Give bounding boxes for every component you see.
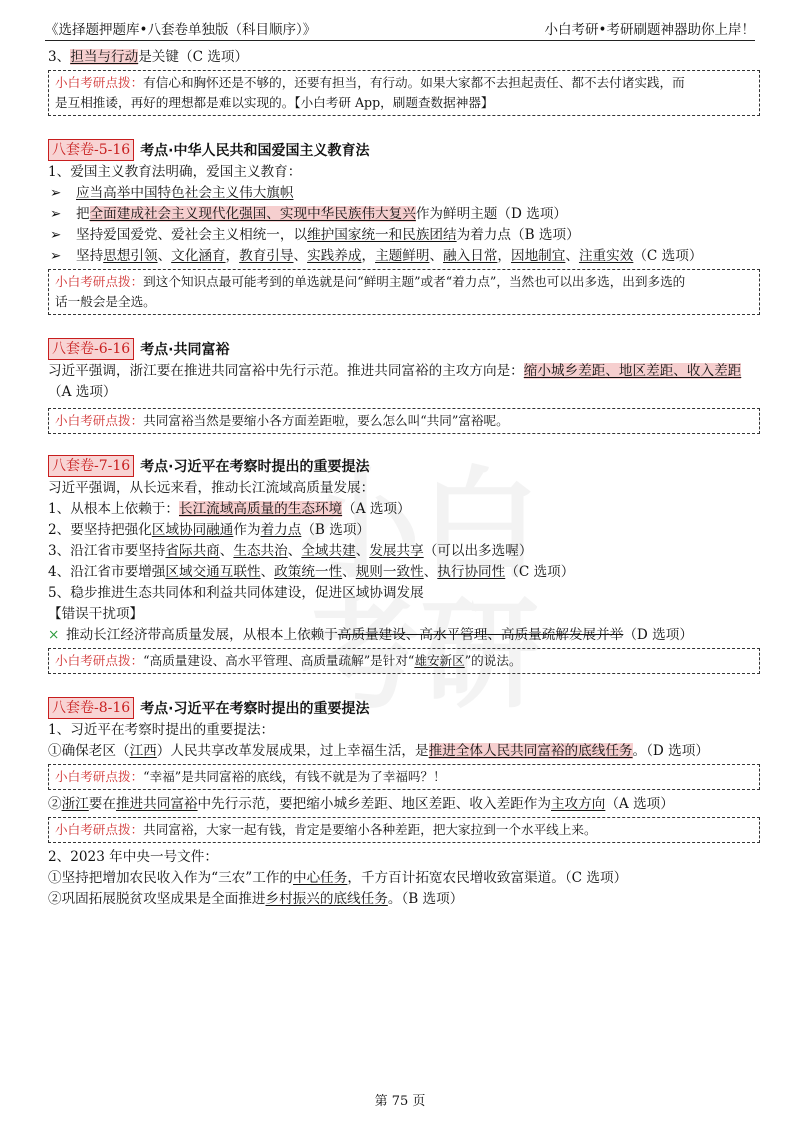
s4-note-1-box bbox=[48, 764, 760, 790]
s4-d1-post: ，千方百计拓宽农民增收致富渠道。（C 选项） bbox=[347, 870, 628, 886]
section-7-16-title: 考点·习近平在考察时提出的重要提法 bbox=[140, 459, 370, 475]
s3-intro: 习近平强调，从长远来看，推动长江流域高质量发展： bbox=[48, 480, 375, 496]
s3-item-5: 5、稳步推进生态共同体和利益共同体建设，促进区域协调发展 bbox=[48, 585, 424, 601]
section-6-16-heading bbox=[48, 337, 760, 361]
s3-item-4: 4、沿江省市要增强区域交通互联性、政策统一性、规则一致性、执行协同性（C 选项） bbox=[48, 564, 575, 580]
page-header bbox=[45, 14, 755, 41]
s1-b4-item: 思想引领 bbox=[103, 248, 158, 264]
s3-i3-item: 发展共享 bbox=[369, 543, 424, 559]
s1-b4-item: 文化涵育 bbox=[171, 248, 226, 264]
header-left-title: 《选择题押题库•八套卷单独版（科目顺序）》 bbox=[45, 22, 317, 38]
s3-item-2-pre: 2、要坚持把强化 bbox=[48, 522, 152, 538]
section-6-16-tag: 八套卷-6-16 bbox=[48, 338, 134, 360]
s2-note-box bbox=[48, 408, 760, 434]
s2-line-1-pre: 习近平强调，浙江要在推进共同富裕中先行示范。推进共同富裕的主攻方向是： bbox=[48, 363, 524, 379]
top-note-text-2: 是互相推诿，再好的理想都是难以实现的。【小白考研 App，刷题查数据神器】 bbox=[55, 95, 494, 110]
s4-note-1-text: “幸福”是共同富裕的底线，有钱不就是为了幸福吗？！ bbox=[143, 769, 446, 784]
section-8-16-title: 考点·习近平在考察时提出的重要提法 bbox=[140, 701, 370, 717]
s1-bullet-1-text: 应当高举中国特色社会主义伟大旗帜 bbox=[76, 185, 294, 201]
page-content bbox=[48, 47, 760, 910]
s4-note-2-box bbox=[48, 817, 760, 843]
s4-d2-underline: 乡村振兴的底线任务 bbox=[265, 891, 388, 907]
s1-b4-item: 因地制宜 bbox=[511, 248, 566, 264]
s1-bullet-1 bbox=[48, 183, 760, 204]
s1-note-text-1: 到这个知识点最可能考到的单选就是问“鲜明主题”或者“着力点”，当然也可以出多选，出到多选的 bbox=[143, 274, 686, 289]
s1-bullet-2-pre: 把 bbox=[76, 206, 90, 222]
s1-bullet-4-pre: 坚持 bbox=[76, 248, 104, 264]
s3-note-box bbox=[48, 648, 760, 674]
s4-claim-1 bbox=[48, 741, 760, 762]
s3-wrong-option bbox=[48, 625, 760, 646]
section-7-16-heading bbox=[48, 454, 760, 478]
s2-line-1-highlight: 缩小城乡差距、地区差距、收入差距 bbox=[523, 363, 742, 379]
s1-bullet-4-post: （C 选项） bbox=[633, 248, 703, 264]
s1-bullet-3-pre: 坚持爱国爱党、爱社会主义相统一，以 bbox=[76, 227, 308, 243]
s1-b4-item: 教育引导 bbox=[239, 248, 294, 264]
s4-note-2-text: 共同富裕，大家一起有钱，肯定是要缩小各种差距，把大家拉到一个水平线上来。 bbox=[143, 822, 597, 837]
s3-item-4-post: （C 选项） bbox=[505, 564, 575, 580]
s3-item-2-underline-1: 区域协同融通 bbox=[151, 522, 234, 538]
s3-i3-item: 省际共商 bbox=[165, 543, 220, 559]
s4-note-1-label: 小白考研点拨： bbox=[55, 769, 144, 784]
s2-note-text: 共同富裕当然是要缩小各方面差距啦，要么怎么叫“共同”富裕呢。 bbox=[143, 413, 509, 428]
s3-item-4-pre: 4、沿江省市要增强 bbox=[48, 564, 166, 580]
s3-item-2-underline-2: 着力点 bbox=[260, 522, 302, 538]
section-8-16-tag: 八套卷-8-16 bbox=[48, 697, 134, 719]
s4-note-2-label: 小白考研点拨： bbox=[55, 822, 144, 837]
s3-i4-item: 政策统一性 bbox=[274, 564, 343, 580]
s1-b4-item: 主题鲜明 bbox=[375, 248, 430, 264]
s4-doc-title: 2、2023 年中央一号文件： bbox=[48, 849, 218, 865]
s4-d2-post: 。（B 选项） bbox=[387, 891, 464, 907]
s1-note-box bbox=[48, 269, 760, 315]
s1-bullet-3-underline: 维护国家统一和民族团结 bbox=[307, 227, 457, 243]
s3-item-2 bbox=[48, 520, 760, 541]
s3-wrong-post: （D 选项） bbox=[623, 627, 693, 643]
s1-bullet-2-highlight: 全面建成社会主义现代化强国、实现中华民族伟大复兴 bbox=[89, 206, 416, 222]
s3-item-2-mid: 作为 bbox=[233, 522, 261, 538]
s2-note-label: 小白考研点拨： bbox=[55, 413, 144, 428]
page-number: 第 75 页 bbox=[374, 1094, 426, 1109]
s1-b4-item: 实践养成 bbox=[307, 248, 362, 264]
s3-note-underline: 雄安新区 bbox=[414, 653, 465, 668]
s1-b4-item: 融入日常 bbox=[443, 248, 498, 264]
s3-item-3: 3、沿江省市要坚持省际共商、生态共治、全域共建、发展共享（可以出多选喔） bbox=[48, 543, 533, 559]
s3-i3-item: 全域共建 bbox=[301, 543, 356, 559]
s3-item-3-post: （可以出多选喔） bbox=[423, 543, 533, 559]
section-6-16-title: 考点·共同富裕 bbox=[140, 342, 230, 358]
s4-claim-2 bbox=[48, 794, 760, 815]
s4-c1-underline: 江西 bbox=[129, 743, 157, 759]
section-8-16-heading bbox=[48, 696, 760, 720]
s4-doc-item-1 bbox=[48, 868, 760, 889]
s1-bullet-2 bbox=[48, 204, 760, 225]
s1-bullet-4: ➢ 坚持思想引领、文化涵育，教育引导、实践养成，主题鲜明、融入日常，因地制宜、注重实效（C 选项） bbox=[48, 246, 760, 267]
s4-c1-post: 。（D 选项） bbox=[632, 743, 709, 759]
top-item-3 bbox=[48, 47, 760, 68]
section-5-16-title: 考点·中华人民共和国爱国主义教育法 bbox=[140, 143, 370, 159]
s3-note-label: 小白考研点拨： bbox=[55, 653, 144, 668]
s4-d1-underline: 中心任务 bbox=[293, 870, 348, 886]
s3-wrong-strike: 高质量建设、高水平管理、高质量疏解发展并举 bbox=[337, 627, 624, 643]
s3-note-pre: “高质量建设、高水平管理、高质量疏解”是针对“ bbox=[143, 653, 415, 668]
s3-item-1 bbox=[48, 499, 760, 520]
s4-c2-mid-2: 中先行示范，要把缩小城乡差距、地区差距、收入差距作为 bbox=[197, 796, 551, 812]
s4-intro: 1、习近平在考察时提出的重要提法： bbox=[48, 722, 275, 738]
arrow-bullet-icon: ➢ bbox=[50, 248, 62, 264]
s3-note-post: ”的说法。 bbox=[464, 653, 522, 668]
s4-doc-item-2 bbox=[48, 889, 760, 910]
s4-d1-pre: ①坚持把增加农民收入作为“三农”工作的 bbox=[48, 870, 293, 886]
s1-intro: 1、爱国主义教育法明确，爱国主义教育： bbox=[48, 164, 302, 180]
s1-note-text-2: 话一般会是全选。 bbox=[55, 294, 156, 309]
s1-bullet-2-post: 作为鲜明主题（D 选项） bbox=[415, 206, 568, 222]
s1-b4-item: 注重实效 bbox=[578, 248, 634, 264]
s1-bullet-3-post: 为着力点（B 选项） bbox=[456, 227, 580, 243]
s3-item-3-pre: 3、沿江省市要坚持 bbox=[48, 543, 166, 559]
top-item-3-rest: 是关键（C 选项） bbox=[138, 49, 249, 65]
s4-c1-pre: ①确保老区（ bbox=[48, 743, 130, 759]
s4-d2-pre: ②巩固拓展脱贫攻坚成果是全面推进 bbox=[48, 891, 266, 907]
s4-c2-underline-3: 主攻方向 bbox=[550, 796, 606, 812]
top-item-3-highlight: 担当与行动 bbox=[70, 49, 139, 65]
s2-line-2: （A 选项） bbox=[48, 384, 117, 400]
s3-wrong-pre: 推动长江经济带高质量发展，从根本上依赖于 bbox=[66, 627, 338, 643]
s1-note-label: 小白考研点拨： bbox=[55, 274, 144, 289]
header-right-slogan: 小白考研•考研刷题神器助你上岸！ bbox=[544, 22, 755, 38]
s3-i4-item: 区域交通互联性 bbox=[165, 564, 261, 580]
arrow-bullet-icon: ➢ bbox=[50, 206, 62, 222]
s4-c2-pre: ② bbox=[48, 796, 62, 812]
s1-bullet-3 bbox=[48, 225, 760, 246]
top-note-label: 小白考研点拨： bbox=[55, 75, 144, 90]
s4-c2-post: （A 选项） bbox=[605, 796, 674, 812]
s3-distractor-heading: 【错误干扰项】 bbox=[48, 606, 144, 622]
section-7-16-tag: 八套卷-7-16 bbox=[48, 455, 134, 477]
s3-item-1-highlight: 长江流域高质量的生态环境 bbox=[179, 501, 343, 517]
section-5-16-tag: 八套卷-5-16 bbox=[48, 139, 134, 161]
s2-line-1 bbox=[48, 361, 760, 382]
wrong-x-icon: × bbox=[48, 627, 60, 643]
arrow-bullet-icon: ➢ bbox=[50, 185, 62, 201]
arrow-bullet-icon: ➢ bbox=[50, 227, 62, 243]
s3-item-1-pre: 1、从根本上依赖于： bbox=[48, 501, 179, 517]
top-item-3-prefix: 3、 bbox=[48, 49, 71, 65]
s4-c2-underline-2: 推进共同富裕 bbox=[115, 796, 198, 812]
s4-c2-underline-1: 浙江 bbox=[61, 796, 89, 812]
s4-c1-mid: ）人民共享改革发展成果，过上幸福生活，是 bbox=[156, 743, 429, 759]
s3-i3-item: 生态共治 bbox=[233, 543, 288, 559]
section-5-16-heading bbox=[48, 138, 760, 162]
s4-c1-highlight: 推进全体人民共同富裕的底线任务 bbox=[428, 743, 633, 759]
s3-i4-item: 规则一致性 bbox=[355, 564, 424, 580]
s4-c2-mid-1: 要在 bbox=[88, 796, 116, 812]
s3-item-1-post: （A 选项） bbox=[342, 501, 411, 517]
s3-item-2-post: （B 选项） bbox=[301, 522, 371, 538]
top-note-box bbox=[48, 70, 760, 116]
top-note-text-1: 有信心和胸怀还是不够的，还要有担当，有行动。如果大家都不去担起责任、都不去付诸实践，而 bbox=[143, 75, 685, 90]
s3-i4-item: 执行协同性 bbox=[437, 564, 506, 580]
